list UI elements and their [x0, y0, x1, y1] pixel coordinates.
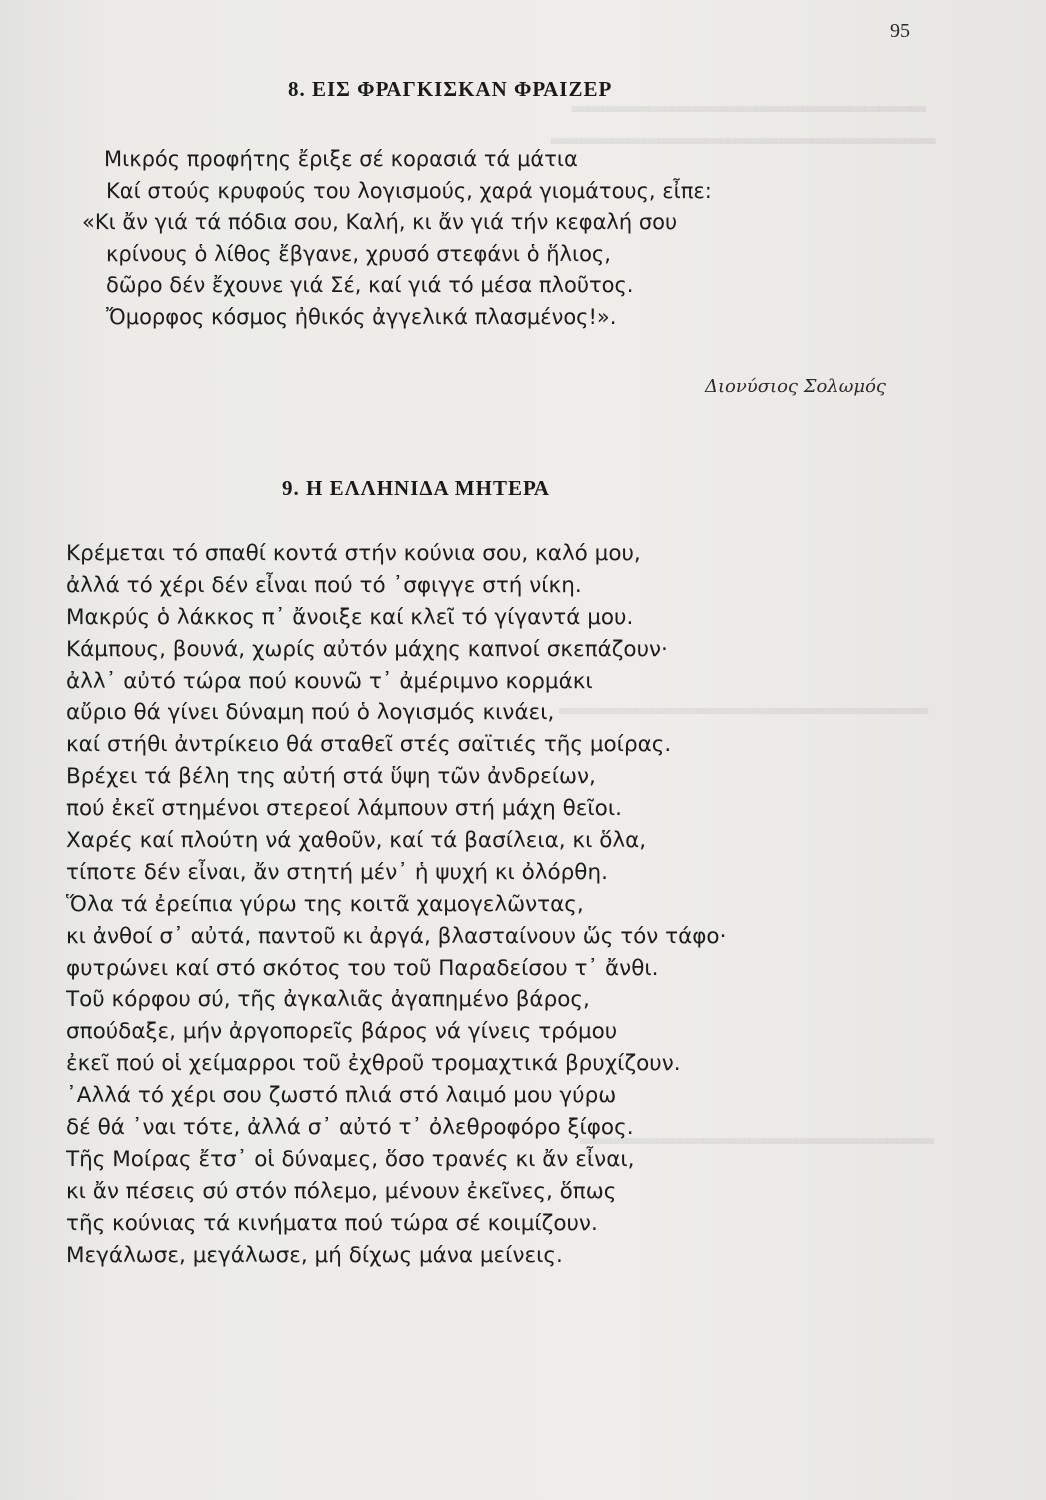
poem-line: πού ἐκεῖ στημένοι στερεοί λάμπουν στή μάχη θεῖοι.: [66, 796, 622, 822]
poem-line: δῶρο δέν ἔχουνε γιά Σέ, καί γιά τό μέσα πλοῦτος.: [106, 273, 634, 297]
poem-line: σπούδαξε, μήν ἀργοπορεῖς βάρος νά γίνεις τρόμου: [66, 1019, 618, 1045]
poem-line: Ὅλα τά ἐρείπια γύρω της κοιτᾶ χαμογελῶντας,: [66, 891, 584, 917]
poem-lines: [66, 538, 726, 1271]
show-through: ▂▂▂▂▂▂▂▂▂▂▂▂▂▂▂▂▂▂▂▂▂▂▂▂▂: [551, 122, 936, 144]
poem-line: ἀλλ᾽ αὐτό τώρα πού κουνῶ τ᾽ ἀμέριμνο κορμάκι: [66, 668, 593, 694]
poem-line: κρίνους ὁ λίθος ἔβγανε, χρυσό στεφάνι ὁ ἥλιος,: [106, 241, 611, 266]
poem-line: Χαρές καί πλούτη νά χαθοῦν, καί τά βασίλεια, κι ὅλα,: [66, 828, 647, 854]
poem-line: Καί στούς κρυφούς του λογισμούς, χαρά γιομάτους, εἶπε:: [106, 178, 712, 203]
poem-line: Τοῦ κόρφου σύ, τῆς ἀγκαλιᾶς ἀγαπημένο βάρος,: [66, 987, 590, 1013]
poem-line: Κάμπους, βουνά, χωρίς αὐτόν μάχης καπνοί σκεπάζουν·: [66, 636, 668, 662]
poem-line: τίποτε δέν εἶναι, ἄν στητή μέν᾽ ἡ ψυχή κι ὀλόρθη.: [66, 859, 608, 885]
author-signature: Διονύσιος Σολωμός: [704, 376, 886, 397]
poem-title: 8. ΕΙΣ ΦΡΑΓΚΙΣΚΑΝ ΦΡΑΙΖΕΡ: [288, 77, 613, 101]
poem-title: 9. Η ΕΛΛΗΝΙΔΑ ΜΗΤΕΡΑ: [282, 476, 550, 500]
show-through: ▂▂▂▂▂▂▂▂▂▂▂▂▂▂▂▂▂▂▂▂▂▂▂: [580, 1122, 934, 1144]
poem-line: τῆς κούνιας τά κινήματα πού τώρα σέ κοιμίζουν.: [66, 1210, 598, 1236]
poem-line: Ὄμορφος κόσμος ἠθικός ἀγγελικά πλασμένος!».: [106, 304, 617, 329]
poem-line: καί στήθι ἀντρίκειο θά σταθεῖ στές σαϊτιές τῆς μοίρας.: [66, 732, 672, 758]
poem-line: Μικρός προφήτης ἔριξε σέ κορασιά τά μάτια: [104, 147, 578, 171]
poem-line: κι ἀνθοί σ᾽ αὐτά, παντοῦ κι ἀργά, βλασταίνουν ὥς τόν τάφο·: [66, 923, 727, 949]
poem-line: φυτρώνει καί στό σκότος του τοῦ Παραδείσου τ᾽ ἄνθι.: [66, 955, 659, 981]
page-number: 95: [890, 20, 910, 42]
poem-line: Κρέμεται τό σπαθί κοντά στήν κούνια σου, καλό μου,: [66, 541, 641, 566]
poem-line: δέ θά ᾽ναι τότε, ἀλλά σ᾽ αὐτό τ᾽ ὀλεθροφόρο ξίφος.: [66, 1115, 634, 1141]
show-through: ▂▂▂▂▂▂▂▂▂▂▂▂▂▂▂▂▂▂▂▂▂▂▂▂: [558, 692, 928, 714]
poem-line: αὔριο θά γίνει δύναμη πού ὁ λογισμός κινάει,: [66, 700, 555, 726]
poem-line: «Κι ἄν γιά τά πόδια σου, Καλή, κι ἄν γιά τήν κεφαλή σου: [82, 210, 678, 234]
poem-line: ἐκεῖ πού οἱ χείμαρροι τοῦ ἐχθροῦ τρομαχτικά βρυχίζουν.: [66, 1051, 681, 1077]
poem-line: ἀλλά τό χέρι δέν εἶναι πού τό ᾽σφιγγε στή νίκη.: [66, 572, 582, 598]
show-through: ▂▂▂▂▂▂▂▂▂▂▂▂▂▂▂▂▂▂▂▂▂▂▂: [572, 90, 926, 112]
poem-line: Μεγάλωσε, μεγάλωσε, μή δίχως μάνα μείνεις.: [66, 1242, 563, 1268]
poem-line: κι ἄν πέσεις σύ στόν πόλεμο, μένουν ἐκεῖνες, ὅπως: [66, 1178, 617, 1204]
poem-line: Τῆς Μοίρας ἔτσ᾽ οἱ δύναμες, ὅσο τρανές κι ἄν εἶναι,: [66, 1146, 635, 1172]
poem-line: Μακρύς ὁ λάκκος π᾽ ἄνοιξε καί κλεῖ τό γίγαντά μου.: [66, 604, 634, 630]
poem-line: ᾽Αλλά τό χέρι σου ζωστό πλιά στό λαιμό μου γύρω: [66, 1083, 617, 1109]
poem-lines: [82, 144, 712, 333]
poem-line: Βρέχει τά βέλη της αὐτή στά ὕψη τῶν ἀνδρείων,: [66, 764, 596, 790]
